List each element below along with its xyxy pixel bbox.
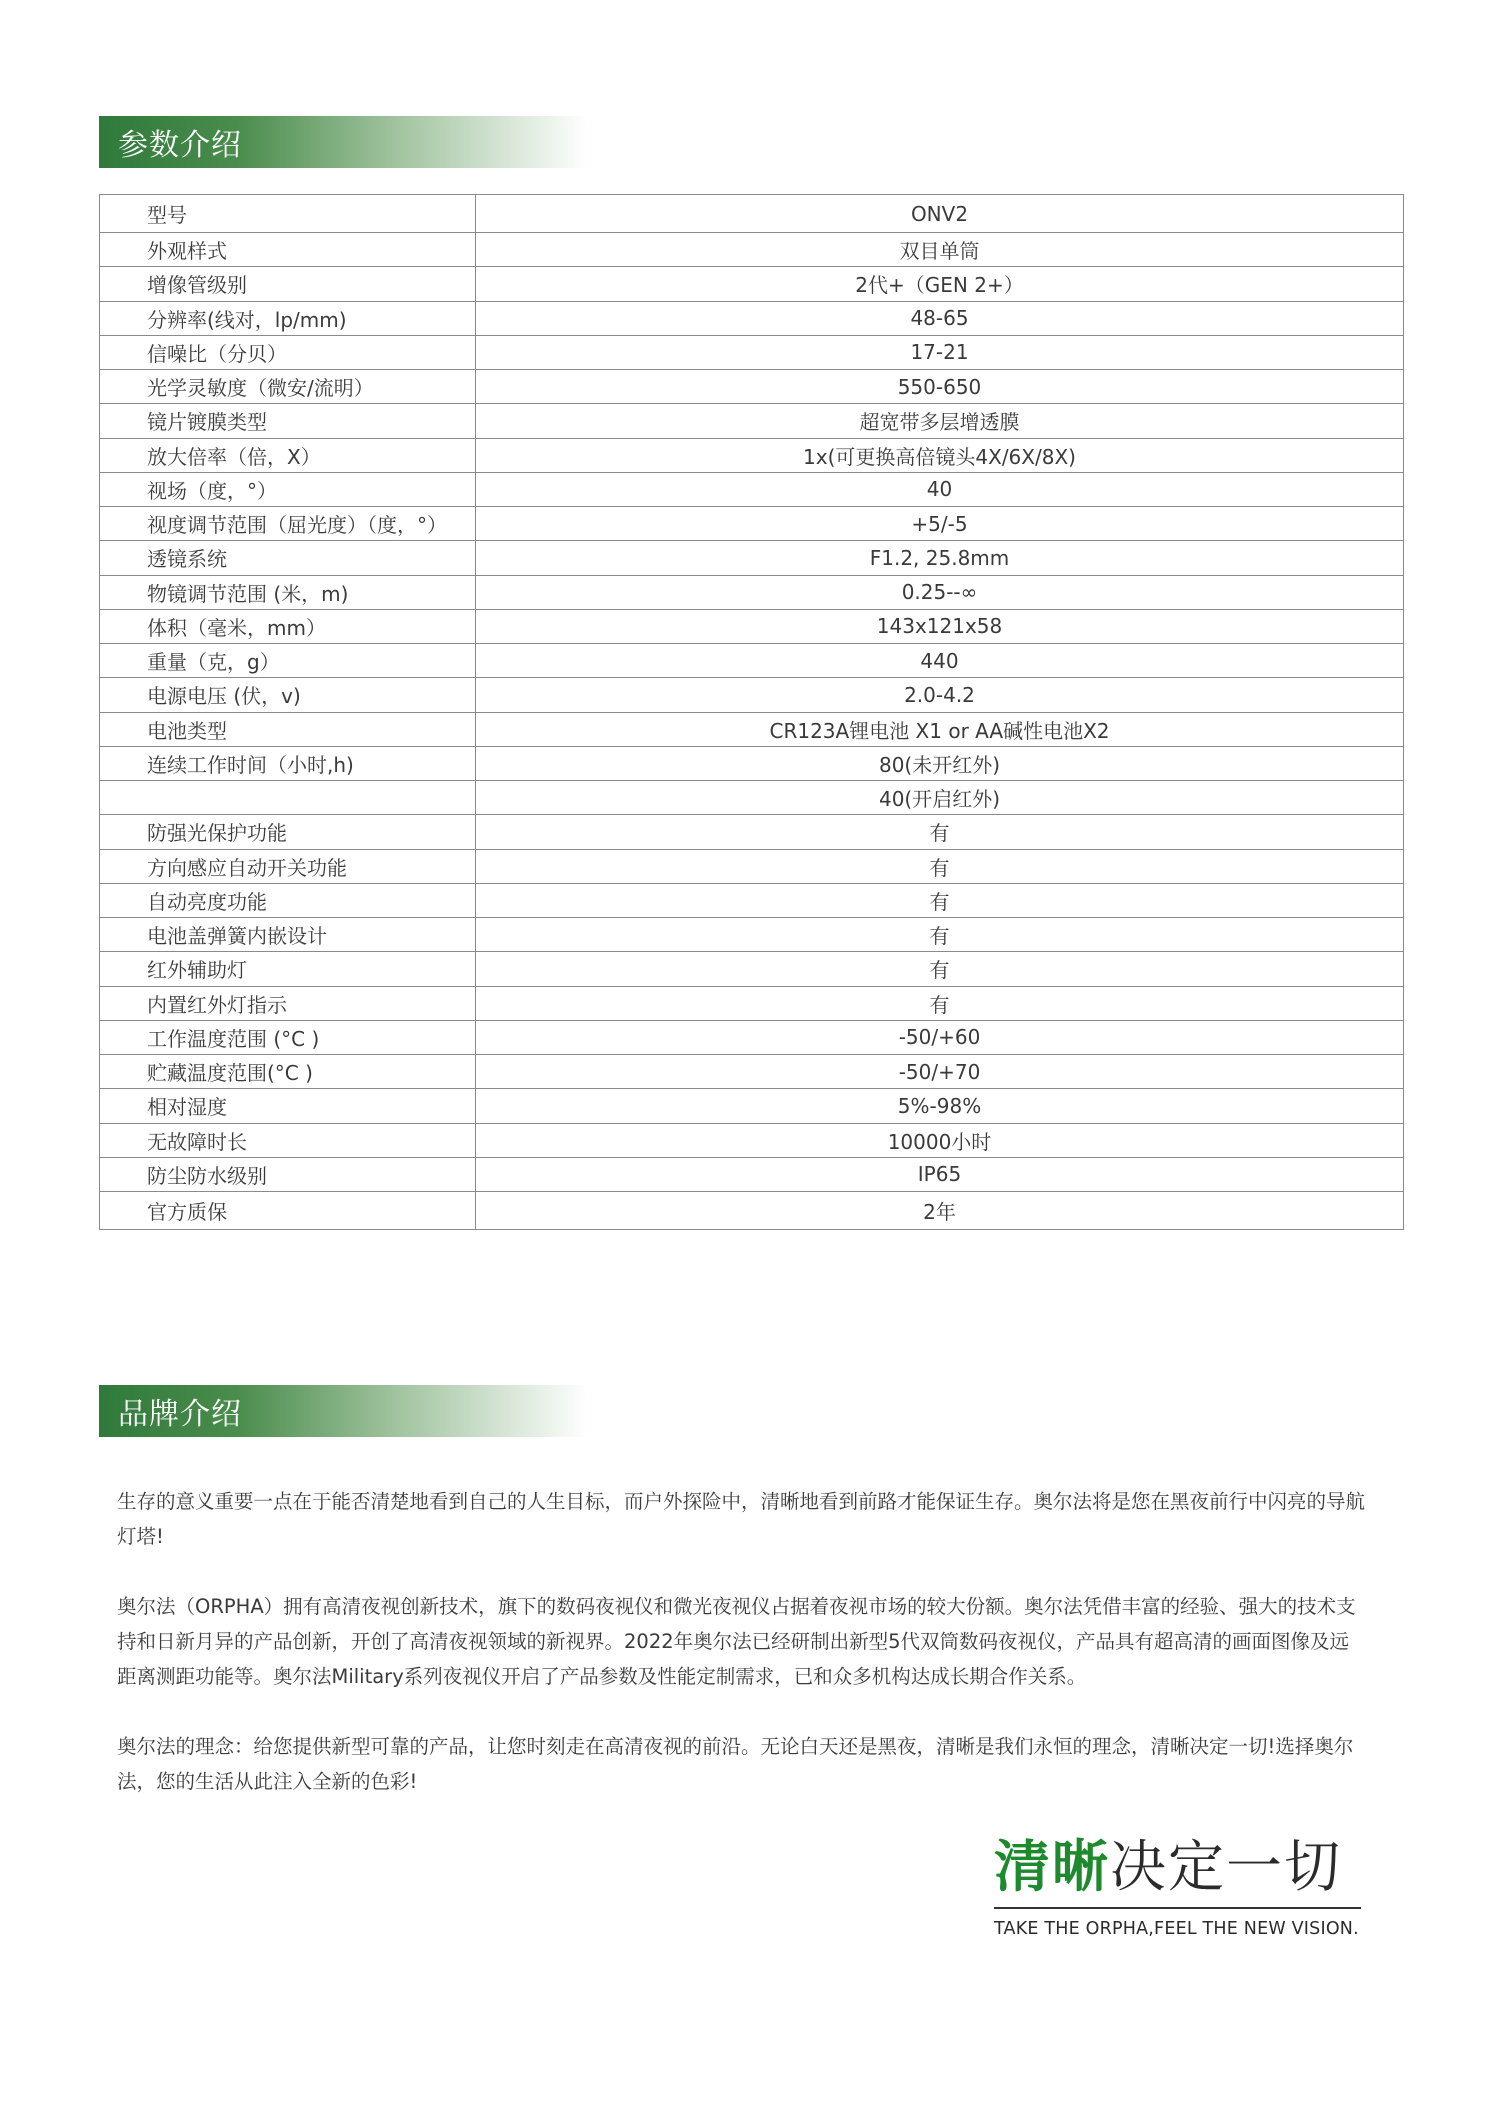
spec-value: 有 [476,849,1404,883]
spec-row [100,575,1404,609]
brand-paragraph-3: 奥尔法的理念：给您提供新型可靠的产品，让您时刻走在高清夜视的前沿。无论白天还是黑夜，清晰是我们永恒的理念，清晰决定一切!选择奥尔法，您的生活从此注入全新的色彩! [117,1735,1354,1793]
spec-value: 80(未开红外) [476,746,1404,780]
spec-value: 有 [476,952,1404,986]
spec-label: 自动亮度功能 [100,883,476,917]
spec-row [100,781,1404,815]
spec-label: 电池盖弹簧内嵌设计 [100,918,476,952]
spec-value: IP65 [476,1157,1404,1191]
spec-label: 镜片镀膜类型 [100,404,476,438]
spec-row [100,335,1404,369]
spec-label: 分辨率(线对，lp/mm) [100,301,476,335]
spec-label: 相对湿度 [100,1089,476,1123]
spec-label [100,781,476,815]
spec-row [100,541,1404,575]
spec-value: 48-65 [476,301,1404,335]
spec-label: 视度调节范围（屈光度）（度，°） [100,507,476,541]
spec-label: 体积（毫米，mm） [100,609,476,643]
spec-label: 外观样式 [100,233,476,267]
spec-value: 有 [476,815,1404,849]
spec-row [100,918,1404,952]
spec-label: 电源电压 (伏，v) [100,678,476,712]
spec-row [100,507,1404,541]
spec-label: 连续工作时间（小时,h) [100,746,476,780]
spec-value: CR123A锂电池 X1 or AA碱性电池X2 [476,712,1404,746]
spec-row [100,1055,1404,1089]
spec-label: 防尘防水级别 [100,1157,476,1191]
spec-label: 内置红外灯指示 [100,986,476,1020]
spec-value: +5/-5 [476,507,1404,541]
spec-row [100,746,1404,780]
params-section-title: 参数介绍 [118,128,242,163]
spec-row [100,1020,1404,1054]
spec-label: 电池类型 [100,712,476,746]
spec-label: 方向感应自动开关功能 [100,849,476,883]
spec-value: 有 [476,918,1404,952]
spec-label: 视场（度，°） [100,472,476,506]
spec-label: 官方质保 [100,1192,476,1230]
spec-value: 440 [476,644,1404,678]
spec-value: 有 [476,883,1404,917]
slogan-headline [994,1833,1361,1909]
spec-value: 17-21 [476,335,1404,369]
spec-label: 红外辅助灯 [100,952,476,986]
spec-value: 5%-98% [476,1089,1404,1123]
spec-label: 信噪比（分贝） [100,335,476,369]
spec-row [100,712,1404,746]
spec-label: 防强光保护功能 [100,815,476,849]
spec-row [100,883,1404,917]
spec-label: 重量（克，g） [100,644,476,678]
spec-row [100,986,1404,1020]
brand-section-header [99,1385,589,1437]
spec-value: -50/+60 [476,1020,1404,1054]
spec-row [100,609,1404,643]
spec-row [100,644,1404,678]
spec-row [100,267,1404,301]
spec-value: 2年 [476,1192,1404,1230]
spec-value: 1x(可更换高倍镜头4X/6X/8X) [476,438,1404,472]
spec-value: 有 [476,986,1404,1020]
spec-value: 2代+（GEN 2+） [476,267,1404,301]
spec-label: 透镜系统 [100,541,476,575]
spec-value: 40 [476,472,1404,506]
brand-paragraph-1: 生存的意义重要一点在于能否清楚地看到自己的人生目标，而户外探险中，清晰地看到前路才能保证生存。奥尔法将是您在黑夜前行中闪亮的导航灯塔! [117,1490,1366,1548]
spec-label: 增像管级别 [100,267,476,301]
brand-paragraph-2: 奥尔法（ORPHA）拥有高清夜视创新技术，旗下的数码夜视仪和微光夜视仪占据着夜视市场的较大份额。奥尔法凭借丰富的经验、强大的技术支持和日新月异的产品创新，开创了高清夜视领域的新视界。2022年奥尔法已经研制出新型5代双筒数码夜视仪，产品具有超高清的画面图像及远距离测距功能等。奥尔法Military系列夜视仪开启了产品参数及性能定制需求，已和众多机构达成长期合作关系。 [117,1595,1356,1688]
spec-value: 143x121x58 [476,609,1404,643]
spec-label: 放大倍率（倍，X） [100,438,476,472]
slogan [994,1833,1361,1939]
spec-value: -50/+70 [476,1055,1404,1089]
spec-value: ONV2 [476,195,1404,233]
spec-label: 工作温度范围 (°C ) [100,1020,476,1054]
spec-value: 超宽带多层增透膜 [476,404,1404,438]
spec-value: 双目单筒 [476,233,1404,267]
spec-row [100,370,1404,404]
spec-value: 0.25--∞ [476,575,1404,609]
slogan-green-text: 清晰 [994,1835,1110,1900]
spec-label: 光学灵敏度（微安/流明） [100,370,476,404]
params-section-header [99,116,589,168]
spec-row [100,1192,1404,1230]
spec-value: 40(开启红外) [476,781,1404,815]
spec-label: 型号 [100,195,476,233]
spec-row [100,233,1404,267]
slogan-dark-text: 决定一切 [1110,1835,1342,1900]
spec-row [100,678,1404,712]
spec-label: 物镜调节范围 (米，m) [100,575,476,609]
spec-value: 2.0-4.2 [476,678,1404,712]
spec-row [100,438,1404,472]
spec-table [99,194,1404,1230]
spec-value: 550-650 [476,370,1404,404]
spec-row [100,1123,1404,1157]
spec-row [100,1089,1404,1123]
spec-row [100,404,1404,438]
spec-row [100,472,1404,506]
spec-value: F1.2, 25.8mm [476,541,1404,575]
brand-section-title: 品牌介绍 [118,1397,242,1432]
spec-value: 10000小时 [476,1123,1404,1157]
spec-row [100,849,1404,883]
spec-row [100,952,1404,986]
spec-row [100,195,1404,233]
spec-label: 无故障时长 [100,1123,476,1157]
slogan-tagline: TAKE THE ORPHA,FEEL THE NEW VISION. [994,1919,1359,1939]
spec-row [100,815,1404,849]
spec-row [100,301,1404,335]
spec-row [100,1157,1404,1191]
spec-label: 贮藏温度范围(°C ) [100,1055,476,1089]
